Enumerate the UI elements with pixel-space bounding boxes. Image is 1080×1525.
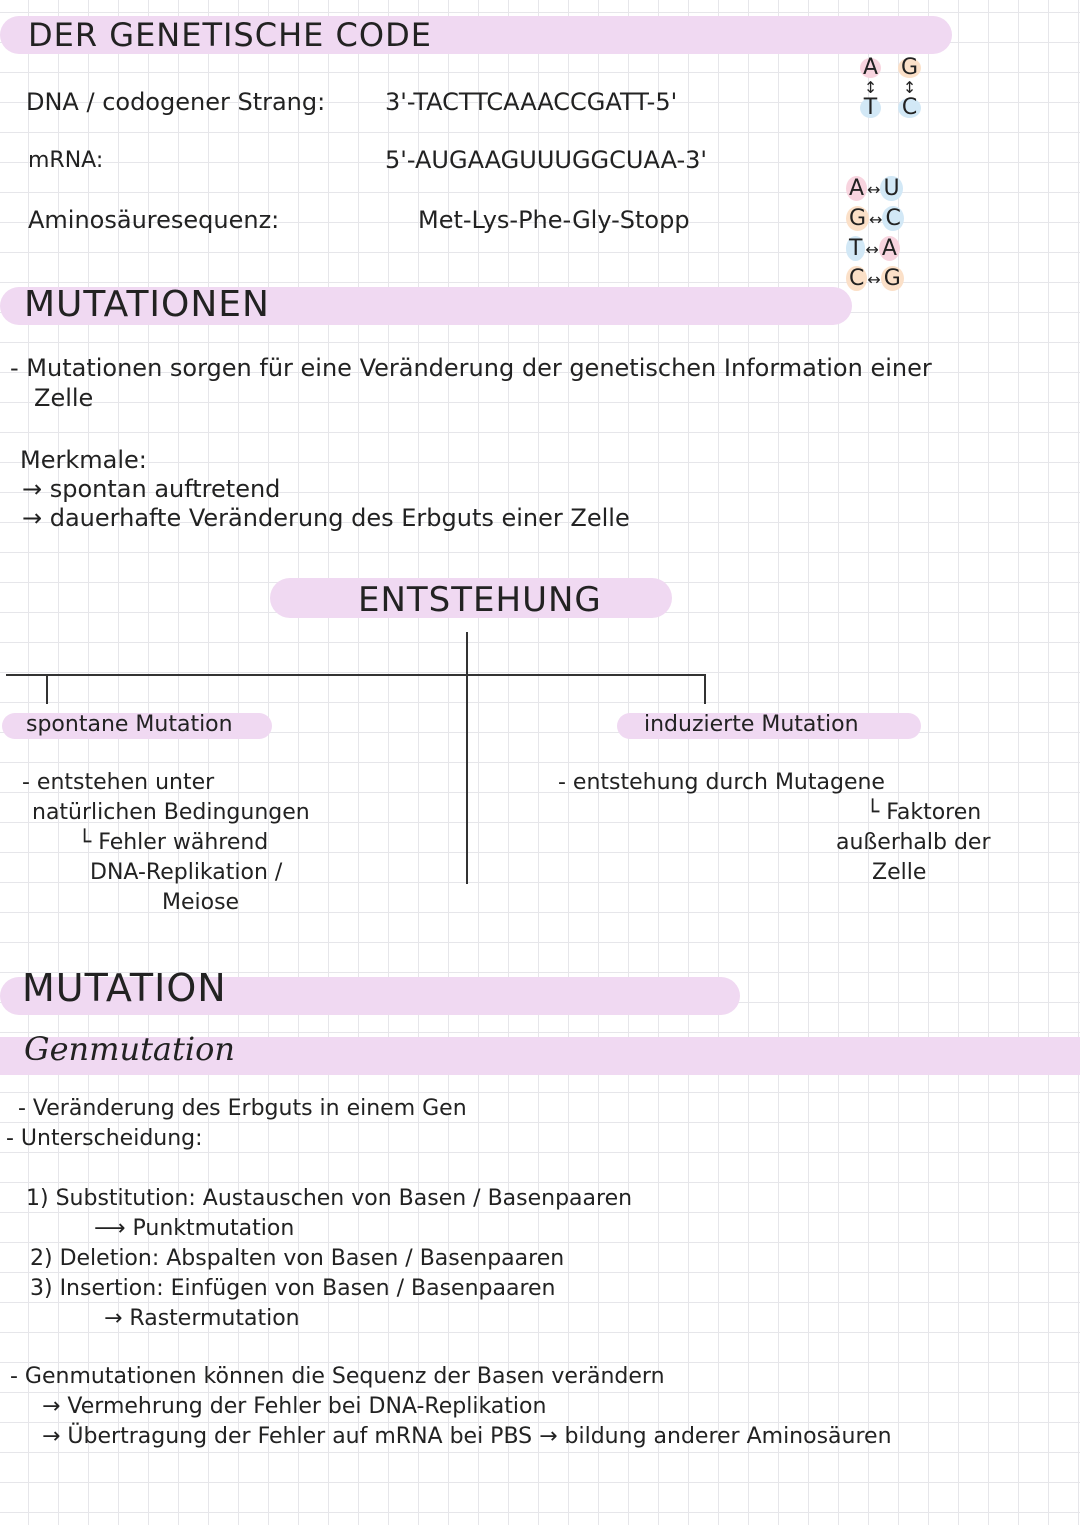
tree-left-tick	[46, 674, 48, 704]
insertion-sub: → Rastermutation	[104, 1306, 300, 1331]
induzierte-title: induzierte Mutation	[644, 712, 859, 737]
substitution-item: 1) Substitution: Austauschen von Basen / Basenpaaren	[26, 1186, 633, 1211]
mutationen-definition-1: - Mutationen sorgen für eine Veränderung der genetischen Information einer	[10, 354, 932, 382]
section-title-mutationen: MUTATIONEN	[24, 284, 270, 325]
subtitle-genmutation: Genmutation	[24, 1030, 235, 1068]
tree-horizontal	[6, 674, 706, 676]
mrna-sequence: 5'-AUGAAGUUUGGCUAA-3'	[385, 146, 707, 174]
pair-arrow-icon: ↕	[863, 78, 878, 97]
feature-1: → spontan auftretend	[22, 475, 281, 503]
aminoacid-sequence: Met-Lys-Phe-Gly-Stopp	[418, 206, 690, 234]
genmutation-note-2: → Vermehrung der Fehler bei DNA-Replikation	[42, 1394, 547, 1419]
base-g: G	[898, 58, 921, 78]
pair-row-2	[846, 206, 904, 231]
pair-left: T	[846, 236, 865, 261]
spontane-line-5: Meiose	[162, 890, 240, 915]
base-a: A	[860, 58, 881, 78]
genmutation-line-1: - Veränderung des Erbguts in einem Gen	[18, 1096, 467, 1121]
genmutation-note-3: → Übertragung der Fehler auf mRNA bei PBS → bildung anderer Aminosäuren	[42, 1424, 892, 1449]
pair-top-right	[898, 55, 921, 120]
spontane-line-4: DNA-Replikation /	[90, 860, 283, 885]
induzierte-line-2: └ Faktoren	[866, 800, 982, 825]
pair-row-1	[846, 176, 903, 201]
pair-left: A	[846, 176, 867, 201]
pair-right: G	[881, 266, 904, 291]
genmutation-note-1: - Genmutationen können die Sequenz der Basen verändern	[10, 1364, 665, 1389]
pair-top-left	[860, 55, 881, 120]
substitution-sub: ⟶ Punktmutation	[94, 1216, 295, 1241]
pair-left: G	[846, 206, 869, 231]
section-title-entstehung: ENTSTEHUNG	[358, 580, 602, 620]
pair-arrow-icon: ↕	[902, 78, 917, 97]
section-title-mutation: MUTATION	[22, 966, 227, 1010]
pair-arrow-icon: ↔	[867, 180, 881, 199]
mutationen-definition-2: Zelle	[34, 384, 94, 412]
induzierte-line-4: Zelle	[872, 860, 927, 885]
pair-row-4	[846, 266, 904, 291]
induzierte-line-1: - entstehung durch Mutagene	[558, 770, 885, 795]
feature-2: → dauerhafte Veränderung des Erbguts einer Zelle	[22, 504, 630, 532]
induzierte-line-3: außerhalb der	[836, 830, 991, 855]
section-title-genetic-code: DER GENETISCHE CODE	[28, 16, 432, 54]
tree-right-tick	[704, 674, 706, 704]
spontane-line-3: └ Fehler während	[78, 830, 269, 855]
aminoacid-label: Aminosäuresequenz:	[28, 206, 280, 234]
insertion-item: 3) Insertion: Einfügen von Basen / Basenpaaren	[30, 1276, 556, 1301]
pair-row-3	[846, 236, 900, 261]
pair-arrow-icon: ↔	[869, 210, 883, 229]
mrna-label: mRNA:	[28, 148, 104, 173]
pair-arrow-icon: ↔	[867, 270, 881, 289]
pair-right: U	[880, 176, 902, 201]
base-c: C	[898, 98, 921, 118]
deletion-item: 2) Deletion: Abspalten von Basen / Basenpaaren	[30, 1246, 565, 1271]
pair-arrow-icon: ↔	[865, 240, 879, 259]
dna-sequence: 3'-TACTTCAAACCGATT-5'	[385, 88, 678, 116]
dna-label: DNA / codogener Strang:	[26, 88, 326, 116]
spontane-line-1: - entstehen unter	[22, 770, 215, 795]
genmutation-line-2: - Unterscheidung:	[6, 1126, 203, 1151]
pair-right: C	[882, 206, 903, 231]
pair-right: A	[879, 236, 900, 261]
base-t: T	[860, 98, 881, 118]
pair-left: C	[846, 266, 867, 291]
tree-vertical-center	[466, 632, 468, 884]
spontane-title: spontane Mutation	[26, 712, 233, 737]
features-label: Merkmale:	[20, 446, 147, 474]
spontane-line-2: natürlichen Bedingungen	[32, 800, 310, 825]
